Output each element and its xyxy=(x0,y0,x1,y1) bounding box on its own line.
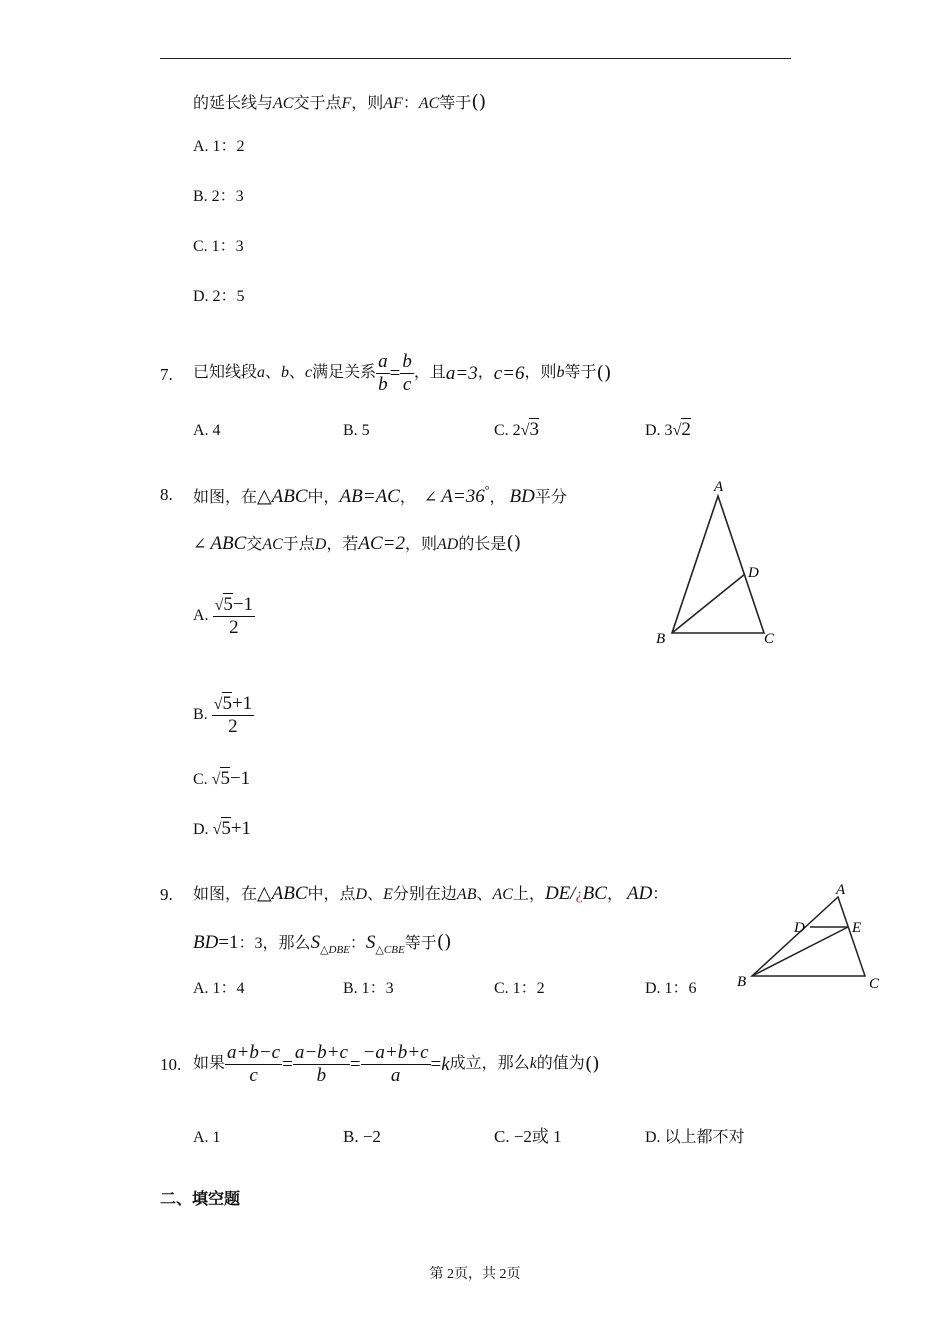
q9-option-d[interactable]: D. 1：6 xyxy=(645,980,697,997)
q6-ac2: AC xyxy=(418,95,440,112)
q6-text: 的延长线与 xyxy=(193,95,274,112)
q9-ratio-text: ：3，那么 xyxy=(238,935,311,952)
q9-ac: AC xyxy=(492,886,513,903)
q9-stem-line2 xyxy=(193,933,452,956)
q10-number: 10. xyxy=(160,1055,182,1074)
q10-eq3: = xyxy=(430,1053,442,1075)
q8-comma1: ， xyxy=(399,489,416,506)
q7-stem xyxy=(193,352,611,394)
q10-f3-den: a xyxy=(390,1064,401,1086)
q9-text1: 如图，在 xyxy=(193,886,258,903)
q8-label-c: C xyxy=(764,631,775,647)
q8-text2: 中， xyxy=(307,489,340,506)
q8-opt-d-radicand: 5 xyxy=(221,818,231,839)
q8-opt-c-tail: −1 xyxy=(229,768,251,789)
q7-cond1: a=3 xyxy=(445,362,478,384)
q10-eq2: = xyxy=(349,1053,361,1075)
q8-l2-cond: AC=2 xyxy=(358,533,405,554)
q8-text1: 如图，在 xyxy=(193,489,258,506)
q8-l2-angle-sym: ∠ xyxy=(193,536,207,553)
q8-opt-c-label: C. xyxy=(193,771,208,788)
q7-opt-c-radicand: 3 xyxy=(529,419,539,440)
q9-text2: 中，点 xyxy=(307,886,356,903)
q9-label-a: A xyxy=(836,882,846,898)
q8-comma2: ， xyxy=(489,489,506,506)
q9-s2: S xyxy=(365,932,376,953)
q8-label-d: D xyxy=(748,565,759,581)
q6-ac: AC xyxy=(273,95,294,112)
q8-opt-d-tail: +1 xyxy=(230,818,252,839)
q7-option-b[interactable]: B. 5 xyxy=(343,422,370,439)
q7-var-b2: b xyxy=(556,364,565,381)
q7-text4: ，则 xyxy=(524,364,557,381)
q7-eq: = xyxy=(389,362,401,384)
q8-opt-d-label: D. xyxy=(193,821,209,838)
q8-opt-a-numerator: √5−1 xyxy=(214,594,254,615)
q8-bd: BD xyxy=(509,486,535,507)
q8-stem-line1 xyxy=(193,484,567,506)
q6-option-c[interactable]: C. 1：3 xyxy=(193,238,244,255)
q8-angle-sym: ∠ xyxy=(423,489,438,506)
q10-text3: 的值为 xyxy=(536,1055,585,1072)
q9-option-c[interactable]: C. 1：2 xyxy=(494,980,545,997)
q6-f: F xyxy=(341,95,352,112)
q8-abc: ABC xyxy=(271,486,308,507)
q9-label-b: B xyxy=(737,974,747,990)
q10-fraction2 xyxy=(293,1042,350,1087)
header-rule xyxy=(160,58,791,59)
q9-bc: BC xyxy=(582,883,607,904)
q6-af: AF xyxy=(383,95,403,112)
q7-text2: 满足关系 xyxy=(312,364,377,381)
q9-colon: ： xyxy=(652,886,669,903)
q7-option-c[interactable] xyxy=(494,420,539,439)
q8-ab-eq: AB=AC xyxy=(339,486,400,507)
q8-opt-b-tail: +1 xyxy=(231,693,253,714)
q7-number: 7. xyxy=(160,365,173,384)
q8-opt-b-fraction xyxy=(212,693,255,738)
q8-degree: ° xyxy=(484,483,490,497)
q10-option-d[interactable]: D. 以上都不对 xyxy=(645,1129,745,1146)
q9-option-a[interactable]: A. 1：4 xyxy=(193,980,245,997)
q9-text3: 分别在边 xyxy=(392,886,457,903)
q9-text5: 等于 xyxy=(404,935,437,952)
q10-f1-den: c xyxy=(249,1064,258,1086)
q8-opt-b-radicand: 5 xyxy=(222,693,232,714)
q8-opt-c-radicand: 5 xyxy=(220,768,230,789)
q10-text2: 成立，那么 xyxy=(449,1055,530,1072)
q9-bd: BD xyxy=(193,932,219,953)
q9-sep: 、 xyxy=(367,886,384,903)
q8-l2-text1: 交 xyxy=(246,536,263,553)
q8-label-a: A xyxy=(714,479,724,495)
q6-text2: 交于点 xyxy=(293,95,342,112)
q6-paren: () xyxy=(471,91,487,113)
q10-paren: () xyxy=(584,1052,600,1075)
q9-paren: () xyxy=(436,931,452,953)
q10-f1-num: a+b−c xyxy=(227,1041,281,1063)
q7-var-c: c xyxy=(305,364,313,381)
q7-text3: ，且 xyxy=(413,364,446,381)
q6-option-a[interactable]: A. 1：2 xyxy=(193,138,245,155)
q8-paren: () xyxy=(506,532,522,554)
q6-option-d[interactable]: D. 2：5 xyxy=(193,288,245,305)
q8-option-a[interactable] xyxy=(193,594,255,639)
q7-opt-d-sqrt: √2 xyxy=(672,419,691,440)
q7-var-b: b xyxy=(281,364,290,381)
q9-eq: =1 xyxy=(218,932,239,953)
q7-var-a: a xyxy=(257,364,266,381)
q10-k2: k xyxy=(529,1055,537,1072)
q8-option-b[interactable] xyxy=(193,693,254,738)
q7-opt-d-radicand: 2 xyxy=(681,419,691,440)
q8-stem-line2 xyxy=(193,534,521,553)
q8-l2-text5: 的长是 xyxy=(458,536,507,553)
q7-opt-d-text: D. 3 xyxy=(645,422,673,439)
q7-opt-c-sqrt: √3 xyxy=(520,419,539,440)
q8-label-b: B xyxy=(656,631,666,647)
q9-s2-sub: △CBE xyxy=(375,944,405,956)
q9-ad: AD xyxy=(626,883,653,904)
q6-text3: ，则 xyxy=(351,95,384,112)
q6-option-b[interactable]: B. 2：3 xyxy=(193,188,244,205)
q8-opt-b-label: B. xyxy=(193,706,208,724)
q7-sep1: 、 xyxy=(265,364,282,381)
q9-label-c: C xyxy=(869,976,880,992)
q8-opt-a-tail: −1 xyxy=(232,594,254,615)
q9-text4: 上， xyxy=(512,886,545,903)
q7-fraction2 xyxy=(400,351,414,396)
q9-label-e: E xyxy=(852,920,862,936)
section-heading-fill-in: 二、填空题 xyxy=(160,1191,241,1208)
q9-comma: ， xyxy=(606,886,623,903)
q8-segment-bd xyxy=(672,574,745,633)
q8-l2-abc: ABC xyxy=(210,533,247,554)
q8-l2-ac: AC xyxy=(262,536,283,553)
q8-opt-a-den: 2 xyxy=(229,616,239,638)
q9-d: D xyxy=(355,886,368,903)
q9-triangle-abc xyxy=(752,897,865,976)
q6-colon: ： xyxy=(402,95,419,112)
q8-option-c[interactable]: C. √5−1 xyxy=(193,768,251,789)
q7-option-d[interactable] xyxy=(645,420,691,439)
q9-colon2: ： xyxy=(349,935,366,952)
q8-option-d[interactable]: D. √5+1 xyxy=(193,818,252,839)
q8-l2-text3: ，若 xyxy=(326,536,359,553)
q8-number: 8. xyxy=(160,485,173,504)
q8-l2-text4: ，则 xyxy=(404,536,437,553)
q9-ab: AB xyxy=(456,886,477,903)
q9-option-b[interactable]: B. 1：3 xyxy=(343,980,394,997)
q9-s1-sub: △DBE xyxy=(320,944,350,956)
q8-text3: 平分 xyxy=(534,489,567,506)
q9-garbled-char: ¿ xyxy=(575,886,583,903)
q9-stem-line1 xyxy=(193,884,668,903)
q8-opt-a-label: A. xyxy=(193,607,209,625)
q7-text5: 等于 xyxy=(564,364,597,381)
q8-triangle-sym: △ xyxy=(257,486,272,507)
q6-text4: 等于 xyxy=(439,95,472,112)
q7-cond2: c=6 xyxy=(493,362,525,384)
q7-frac1-num: a xyxy=(378,350,388,372)
q7-comma: ， xyxy=(477,364,494,381)
q10-option-b[interactable]: B. −2 xyxy=(343,1127,381,1146)
q8-a-eq: A=36 xyxy=(441,486,485,507)
q9-triangle-sym: △ xyxy=(257,883,272,904)
q9-s1: S xyxy=(310,932,321,953)
q9-e: E xyxy=(383,886,393,903)
q10-option-a[interactable]: A. 1 xyxy=(193,1129,221,1146)
q6-continuation xyxy=(193,93,486,112)
q8-opt-b-den: 2 xyxy=(228,715,238,737)
page-footer: 第 2页，共 2页 xyxy=(429,1267,521,1282)
q9-parallel: / xyxy=(570,883,576,904)
q7-fraction1 xyxy=(376,351,390,396)
q9-de: DE xyxy=(544,883,571,904)
q10-k: k xyxy=(441,1053,450,1075)
q9-number: 9. xyxy=(160,885,173,904)
q8-triangle-figure xyxy=(650,475,790,655)
q7-option-a[interactable]: A. 4 xyxy=(193,422,221,439)
q8-l2-d: D xyxy=(314,536,327,553)
q7-opt-c-text: C. 2 xyxy=(494,422,521,439)
q9-sep2: 、 xyxy=(476,886,493,903)
q8-opt-b-numerator: √5+1 xyxy=(213,693,253,714)
q8-l2-ad: AD xyxy=(436,536,459,553)
q7-sep2: 、 xyxy=(289,364,306,381)
q9-abc: ABC xyxy=(271,883,308,904)
q8-opt-a-radicand: 5 xyxy=(223,594,233,615)
q10-eq1: = xyxy=(282,1053,293,1075)
q7-frac1-den: b xyxy=(378,373,388,395)
q8-opt-a-fraction xyxy=(213,594,256,639)
q7-paren: () xyxy=(596,361,612,384)
q10-fraction1 xyxy=(225,1042,282,1087)
q10-stem xyxy=(193,1042,600,1086)
q10-text1: 如果 xyxy=(193,1055,226,1072)
q8-l2-text2: 于点 xyxy=(282,536,315,553)
q7-frac2-num: b xyxy=(402,350,412,372)
q9-label-d: D xyxy=(794,920,805,936)
q10-f3-num: −a+b+c xyxy=(362,1041,429,1063)
q10-option-c[interactable]: C. −2或 1 xyxy=(494,1127,562,1146)
q10-fraction3 xyxy=(361,1042,431,1087)
q9-triangle-figure xyxy=(733,880,885,995)
q10-f2-num: a−b+c xyxy=(294,1041,348,1063)
q7-text1: 已知线段 xyxy=(193,364,258,381)
q10-f2-den: b xyxy=(316,1064,327,1086)
q7-frac2-den: c xyxy=(402,373,412,395)
